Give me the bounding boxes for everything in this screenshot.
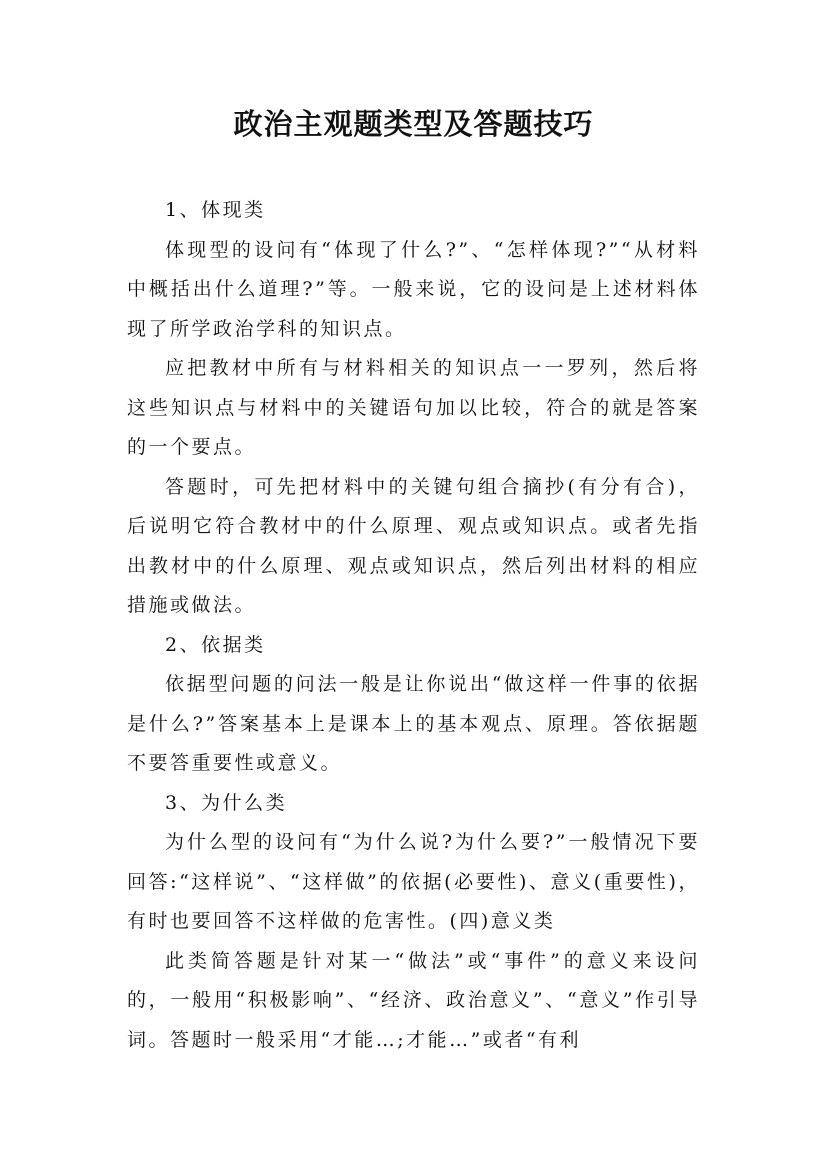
paragraph: 依据型问题的问法一般是让你说出“做这样一件事的依据是什么?”答案基本上是课本上的基本观点、原理。答依据题不要答重要性或意义。 [127, 673, 700, 774]
paragraph: 应把教材中所有与材料相关的知识点一一罗列，然后将这些知识点与材料中的关键语句加以比较，符合的就是答案的一个要点。 [127, 357, 700, 458]
section-heading-why: 3、为什么类 [165, 791, 288, 814]
paragraph: 答题时，可先把材料中的关键句组合摘抄(有分有合)，后说明它符合教材中的什么原理、观点或知识点。或者先指出教材中的什么原理、观点或知识点，然后列出材料的相应措施或做法。 [127, 475, 700, 616]
section-heading-embodiment: 1、体现类 [165, 199, 266, 221]
document-title: 政治主观题类型及答题技巧 [233, 107, 594, 141]
paragraph: 为什么型的设问有“为什么说?为什么要?”一般情况下要回答:“这样说”、“这样做”的依据(必要性)、意义(重要性)，有时也要回答不这样做的危害性。(四)意义类 [127, 831, 700, 932]
document-body [127, 191, 700, 1060]
section-heading-basis: 2、依据类 [165, 633, 266, 656]
paragraph: 此类简答题是针对某一“做法”或“事件”的意义来设问的，一般用“积极影响”、“经济、政治意义”、“意义”作引导词。答题时一般采用“才能…;才能…”或者“有利 [127, 949, 700, 1051]
paragraph: 体现型的设问有“体现了什么?”、“怎样体现?”“从材料中概括出什么道理?”等。一般来说，它的设问是上述材料体现了所学政治学科的知识点。 [127, 238, 700, 340]
